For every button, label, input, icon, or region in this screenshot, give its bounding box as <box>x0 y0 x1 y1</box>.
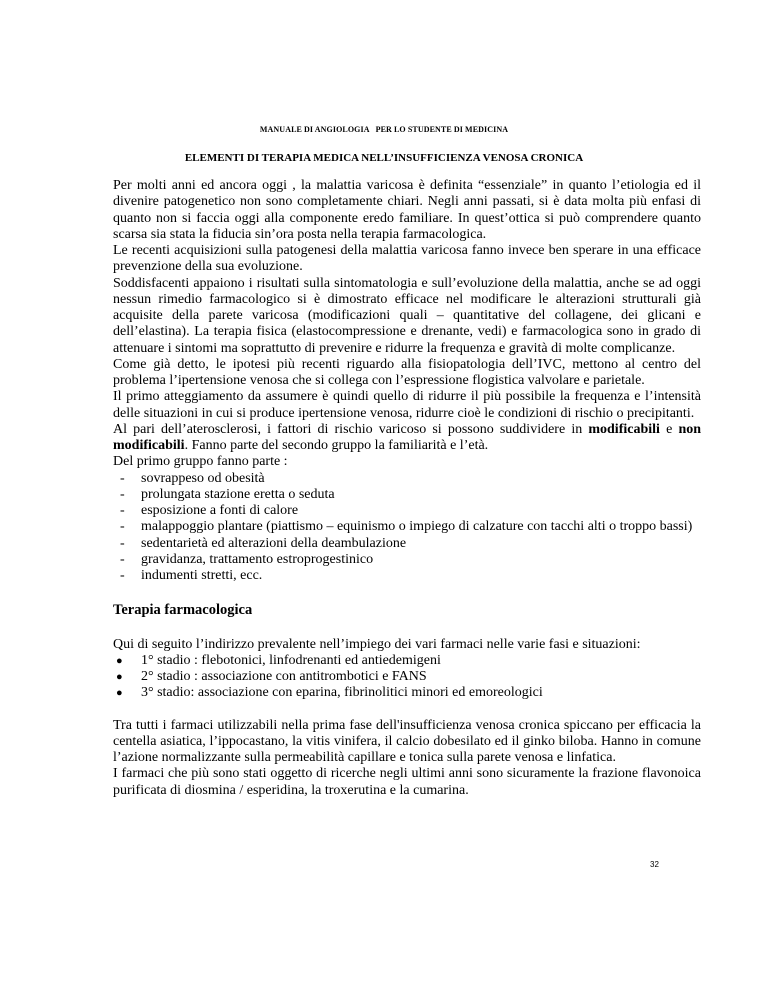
list-item-text: indumenti stretti, ecc. <box>141 568 263 583</box>
list-item <box>113 503 701 519</box>
stage-list <box>113 653 701 702</box>
body-text <box>113 178 701 799</box>
list-item-text: prolungata stazione eretta o seduta <box>141 486 335 502</box>
list-item <box>113 471 701 487</box>
risk-factor-list <box>113 471 701 585</box>
title-apostrophe: ’ <box>390 152 394 164</box>
list-item-text: 3° stadio: associazione con eparina, fibrinolitici minori ed emoreologici <box>141 685 543 701</box>
paragraph: Il primo atteggiamento da assumere è quindi quello di ridurre il più possibile la frequenza e l’intensità delle situazioni in cui si produce ipertensione venosa, ridurre cioè le condizioni di rischio o precipitanti. <box>113 389 701 421</box>
dash-marker: - <box>120 535 125 551</box>
dash-marker: - <box>120 519 125 535</box>
list-item <box>113 487 701 503</box>
paragraph: Per molti anni ed ancora oggi , la malattia varicosa è definita “essenziale” in quanto l’etiologia ed il divenire patogenetico non sono completamente chiari. Negli anni passati, si è data molta più enfasi di quanto non si faccia oggi alla componente eredo familiare. In quest’ottica si può comprendere quanto scarsa sia stata la fiducia sin’ora posta nella terapia farmacologica. <box>113 178 701 242</box>
dash-marker: - <box>120 470 125 486</box>
bullet-icon: ● <box>116 654 123 667</box>
paragraph: Qui di seguito l’indirizzo prevalente nell’impiego dei vari farmaci nelle varie fasi e situazioni: <box>113 636 641 652</box>
paragraph: Del primo gruppo fanno parte : <box>113 454 288 470</box>
list-item <box>113 552 701 568</box>
title-part2: INSUFFICIENZA VENOSA CRONICA <box>393 152 584 164</box>
list-item-text: malappoggio plantare (piattismo – equinismo o impiego di calzature con tacchi alti o troppo bassi) <box>141 519 693 535</box>
paragraph: Soddisfacenti appaiono i risultati sulla sintomatologia e sull’evoluzione della malattia, anche se ad oggi nessun rimedio farmacologico si è dimostrato efficace nel modificare le alterazioni strutturali già acquisite della parete varicosa (modificazioni quali – quantitative del collagene, dei glicani e dell’elastina). La terapia fisica (elastocompressione e drenante, vedi) e farmacologica sono in grado di attenuare i sintomi ma soprattutto di prevenire e ridurre la frequenza e gravità di molte complicanze. <box>113 275 701 356</box>
bullet-icon: ● <box>116 687 123 700</box>
list-item <box>113 536 701 552</box>
paragraph: Le recenti acquisizioni sulla patogenesi della malattia varicosa fanno invece ben sperare in una efficace prevenzione della sua evoluzione. <box>113 243 701 275</box>
spacer <box>113 702 701 718</box>
list-item <box>113 669 701 685</box>
list-item <box>113 685 701 701</box>
page-title <box>0 152 768 164</box>
list-item-text: gravidanza, trattamento estroprogestinico <box>141 551 374 567</box>
dash-marker: - <box>120 551 125 567</box>
running-header <box>0 125 768 134</box>
list-item-text: 1° stadio : flebotonici, linfodrenanti ed antiedemigeni <box>141 652 441 668</box>
header-right: PER LO STUDENTE DI MEDICINA <box>375 125 509 134</box>
title-part1: ELEMENTI DI TERAPIA MEDICA NELL <box>184 152 391 164</box>
list-item-text: 2° stadio : associazione con antitrombotici e FANS <box>141 669 427 684</box>
paragraph: I farmaci che più sono stati oggetto di ricerche negli ultimi anni sono sicuramente la frazione flavonoica purificata di diosmina / esperidina, la troxerutina e la cumarina. <box>113 766 701 798</box>
paragraph: Tra tutti i farmaci utilizzabili nella prima fase dell'insufficienza venosa cronica spiccano per efficacia la centella asiatica, l’ippocastano, la vitis vinifera, il calcio dobesilato ed il ginko biloba. Hanno in comune l’azione normalizzante sulla permeabilità capillare e tonica sulla parete venosa e linfatica. <box>113 717 701 765</box>
bold-term-non-modificabili: non modificabili <box>113 421 702 453</box>
bold-term-modificabili: modificabili <box>588 421 660 437</box>
text-run: Al pari dell’aterosclerosi, i fattori di rischio varicoso si possono suddividere in <box>113 421 589 437</box>
section-heading: Terapia farmacologica <box>113 602 253 619</box>
list-item <box>113 519 701 535</box>
text-run: e <box>659 421 679 437</box>
text-run: . Fanno parte del secondo gruppo la familiarità e l’età. <box>184 438 489 453</box>
page-number: 32 <box>650 860 659 869</box>
list-item-text: sedentarietà ed alterazioni della deambulazione <box>141 535 407 551</box>
list-item <box>113 653 701 669</box>
list-item <box>113 568 701 584</box>
dash-marker: - <box>120 568 125 583</box>
list-item-text: sovrappeso od obesità <box>141 470 265 486</box>
header-left: MANUALE DI ANGIOLOGIA <box>259 125 370 134</box>
list-item-text: esposizione a fonti di calore <box>141 503 299 518</box>
paragraph-risk-classes <box>113 422 701 455</box>
bullet-icon: ● <box>116 671 123 683</box>
dash-marker: - <box>120 486 125 502</box>
dash-marker: - <box>120 503 125 518</box>
paragraph: Come già detto, le ipotesi più recenti riguardo alla fisiopatologia dell’IVC, mettono al centro del problema l’ipertensione venosa che si collega con l’espressione flogistica valvolare e parietale. <box>113 356 701 388</box>
